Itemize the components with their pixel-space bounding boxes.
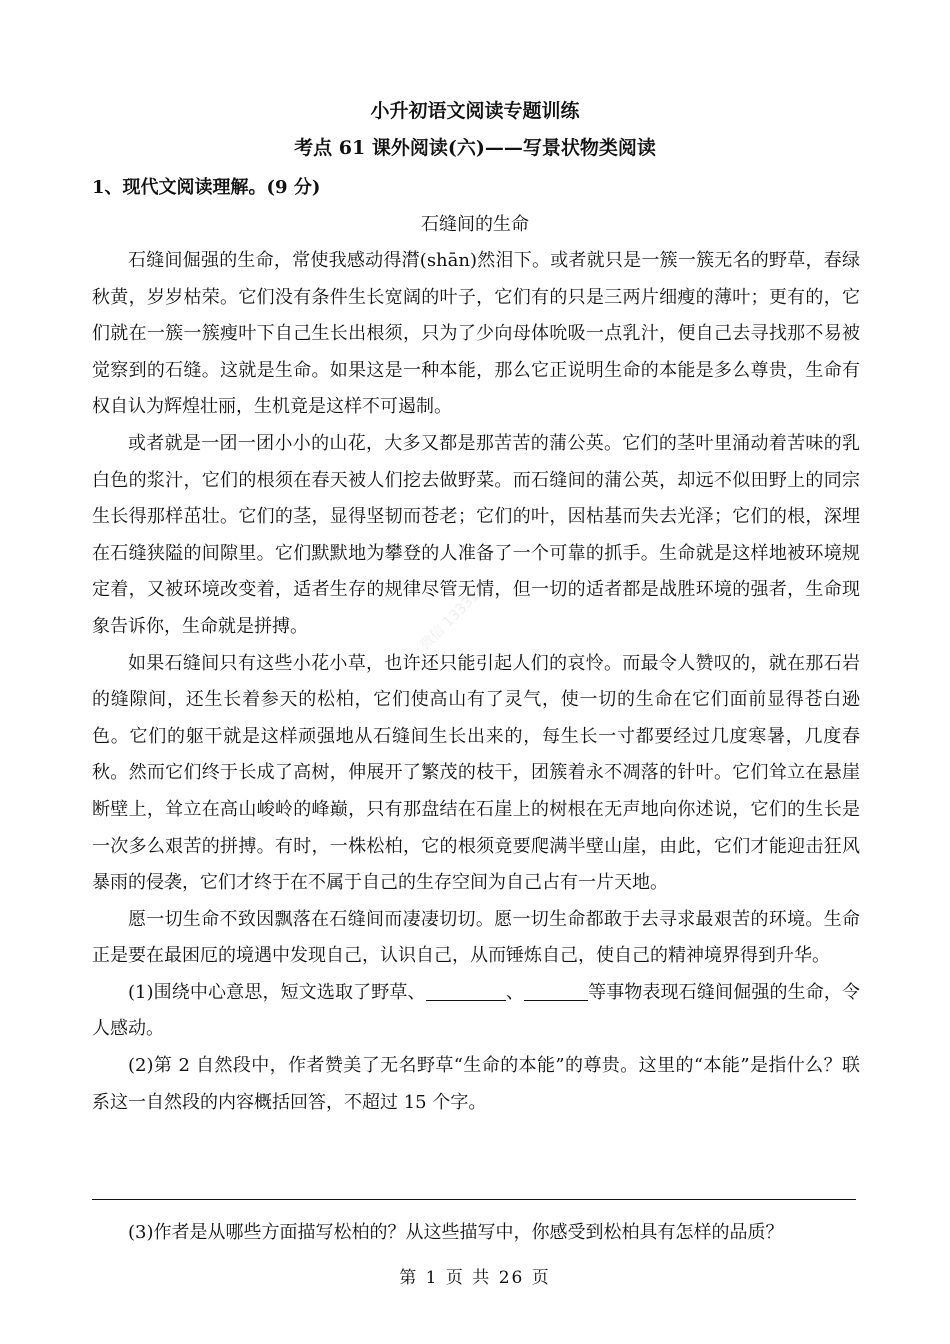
paragraph-1: 石缝间倔强的生命，常使我感动得潸(shān)然泪下。或者就只是一簇一簇无名的野草，春绿秋黄，岁岁枯荣。它们没有条件生长宽阔的叶子，它们有的只是三两片细瘦的薄叶；更有的，它们就在一簇一簇瘦叶下自己生长出根须，只为了少向母体吮吸一点乳汁，便自己去寻找那不易被觉察到的石缝。这就是生命。如果这是一种本能，那么它正说明生命的本能是多么尊贵，生命有权自认为辉煌壮丽，生机竟是这样不可遏制。 bbox=[92, 250, 860, 418]
question-1-text-b: 等事物表现石缝间倔强的生命，令人感动。 bbox=[92, 981, 861, 1040]
paragraph-4: 愿一切生命不致因飘落在石缝间而凄凄切切。愿一切生命都敢于去寻求最艰苦的环境。生命正是要在最困厄的境遇中发现自己，认识自己，从而锤炼自己，使自己的精神境界得到升华。 bbox=[92, 908, 860, 967]
question-1 bbox=[92, 975, 860, 1048]
section-heading: 1、现代文阅读理解。(9 分) bbox=[92, 177, 321, 198]
paragraph-2: 或者就是一团一团小小的山花，大多又都是那苦苦的蒲公英。它们的茎叶里涌动着苦味的乳白色的浆汁，它们的根须在春天被人们挖去做野菜。而石缝间的蒲公英，却远不似田野上的同宗生长得那样茁壮。它们的茎，显得坚韧而苍老；它们的叶，因枯基而失去光泽；它们的根，深埋在石缝狭隘的间隙里。它们默默地为攀登的人准备了一个可靠的抓手。生命就是这样地被环境规定着，又被环境改变着，适者生存的规律尽管无情，但一切的适者都是战胜环境的强者，生命现象告诉你，生命就是拼搏。 bbox=[92, 432, 860, 637]
paragraph-3: 如果石缝间只有这些小花小草，也许还只能引起人们的哀怜。而最令人赞叹的，就在那石岩的缝隙间，还生长着参天的松柏，它们使高山有了灵气，使一切的生命在它们面前显得苍白逊色。它们的躯干就是这样顽强地从石缝间生长出来的，每生长一寸都要经过几度寒暑，几度春秋。然而它们终于长成了高树，伸展开了繁茂的枝干，团簇着永不凋落的针叶。它们耸立在悬崖断壁上，耸立在高山峻岭的峰巅，只有那盘结在石崖上的树根在无声地向你述说，它们的生长是一次多么艰苦的拼搏。有时，一株松柏，它的根须竟要爬满半壁山崖，由此，它们才能迎击狂风暴雨的侵袭，它们才终于在不属于自己的生存空间为自己占有一片天地。 bbox=[92, 652, 860, 894]
answer-line[interactable] bbox=[92, 1199, 856, 1200]
question-1-separator: 、 bbox=[505, 981, 524, 1003]
question-1-text-a: (1)围绕中心意思，短文选取了野草、 bbox=[128, 981, 426, 1003]
document-title: 小升初语文阅读专题训练 bbox=[370, 100, 580, 122]
question-3: (3)作者是从哪些方面描写松柏的？从这些描写中，你感受到松柏具有怎样的品质？ bbox=[128, 1222, 784, 1243]
question-2: (2)第 2 自然段中，作者赞美了无名野草“生命的本能”的尊贵。这里的“本能”是指什么？联系这一自然段的内容概括回答，不超过 15 个字。 bbox=[92, 1055, 860, 1113]
document-subtitle: 考点 61 课外阅读(六)——写景状物类阅读 bbox=[294, 137, 656, 159]
page-number: 第 1 页 共 26 页 bbox=[399, 1268, 551, 1288]
watermark: 微信 133316 bbox=[417, 581, 490, 654]
article-body bbox=[92, 243, 860, 1121]
article-title: 石缝间的生命 bbox=[421, 214, 529, 235]
answer-blank-1[interactable] bbox=[426, 982, 506, 1001]
answer-blank-2[interactable] bbox=[524, 982, 588, 1001]
